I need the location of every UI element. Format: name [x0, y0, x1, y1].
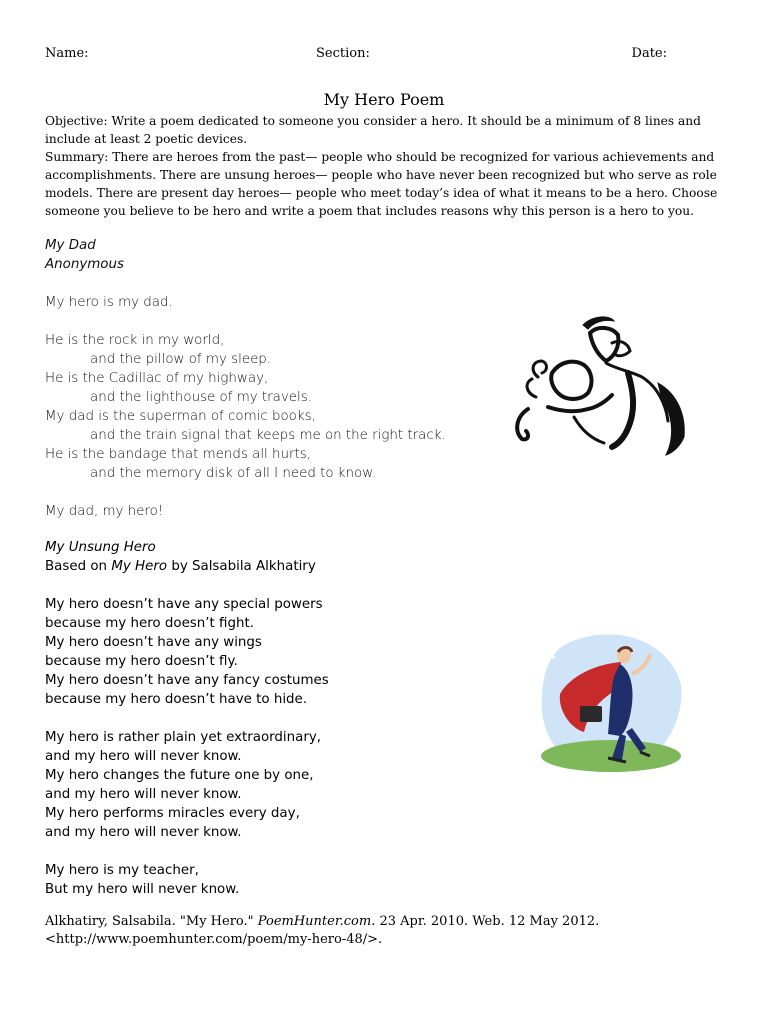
objective-line: Objective: Write a poem dedicated to someone you consider a hero. It should be a minimum of 8 lines and: [45, 114, 701, 128]
poem-attribution: [45, 557, 515, 576]
summary-line: models. There are present day heroes— people who meet today’s idea of what it means to be a hero. Choose: [45, 186, 718, 200]
summary-line: accomplishments. There are unsung heroes— people who have never been recognized but who serve as role: [45, 168, 717, 182]
father-child-clipart: [508, 313, 693, 458]
name-label: Name:: [45, 46, 89, 61]
intro-block: [45, 112, 725, 220]
poem-line: because my hero doesn’t fly.: [45, 654, 238, 669]
citation-site: PoemHunter.com: [257, 914, 372, 929]
citation-line: [45, 913, 725, 931]
poem-line: and my hero will never know.: [45, 825, 242, 840]
summary-line: someone you believe to be hero and write a poem that includes reasons why this person is a hero to you.: [45, 204, 694, 218]
citation-author-title: Alkhatiry, Salsabila. "My Hero.": [45, 914, 258, 929]
poem-line: My hero is my dad.: [45, 295, 173, 310]
poem-line: My hero doesn’t have any special powers: [45, 597, 323, 612]
citation: [45, 913, 725, 949]
poem-line: and my hero will never know.: [45, 787, 242, 802]
svg-text:✦: ✦: [656, 640, 662, 648]
poem-line: and the lighthouse of my travels.: [90, 390, 312, 405]
attribution-prefix: Based on: [45, 559, 112, 574]
poem-author: Anonymous: [45, 257, 124, 272]
poem-line: He is the rock in my world,: [45, 333, 225, 348]
poem-line: My hero doesn’t have any fancy costumes: [45, 673, 329, 688]
citation-url: <http://www.poemhunter.com/poem/my-hero-48/>.: [45, 932, 383, 947]
poem-my-unsung-hero: [45, 538, 515, 899]
summary-line: Summary: There are heroes from the past— people who should be recognized for various achievements and: [45, 150, 715, 164]
poem-line: My hero is rather plain yet extraordinary,: [45, 730, 322, 745]
poem-line: My dad, my hero!: [45, 504, 164, 519]
section-label: Section:: [316, 46, 370, 61]
date-label: Date:: [631, 46, 667, 61]
poem-line: and the memory disk of all I need to know.: [90, 466, 377, 481]
poem-line: My hero doesn’t have any wings: [45, 635, 262, 650]
caped-hero-clipart: [536, 624, 686, 774]
attribution-suffix: by Salsabila Alkhatiry: [167, 559, 316, 574]
poem-line: My dad is the superman of comic books,: [45, 409, 316, 424]
poem-line: But my hero will never know.: [45, 882, 240, 897]
objective-line: include at least 2 poetic devices.: [45, 132, 248, 146]
poem-line: and the pillow of my sleep.: [90, 352, 272, 367]
svg-text:✦: ✦: [550, 653, 557, 662]
poem-line: My hero performs miracles every day,: [45, 806, 300, 821]
poem-my-dad: [45, 236, 515, 521]
header-row: [45, 46, 667, 66]
poem-line: because my hero doesn’t fight.: [45, 616, 254, 631]
poem-line: He is the Cadillac of my highway,: [45, 371, 269, 386]
poem-title: My Dad: [45, 238, 96, 253]
poem-line: My hero is my teacher,: [45, 863, 199, 878]
attribution-title: My Hero: [111, 559, 168, 574]
citation-dates: . 23 Apr. 2010. Web. 12 May 2012.: [371, 914, 600, 929]
poem-line: and my hero will never know.: [45, 749, 242, 764]
poem-line: because my hero doesn’t have to hide.: [45, 692, 308, 707]
poem-line: and the train signal that keeps me on the right track.: [90, 428, 446, 443]
poem-line: My hero changes the future one by one,: [45, 768, 314, 783]
poem-line: He is the bandage that mends all hurts,: [45, 447, 311, 462]
poem-title: My Unsung Hero: [45, 540, 156, 555]
page-title: My Hero Poem: [323, 90, 445, 109]
